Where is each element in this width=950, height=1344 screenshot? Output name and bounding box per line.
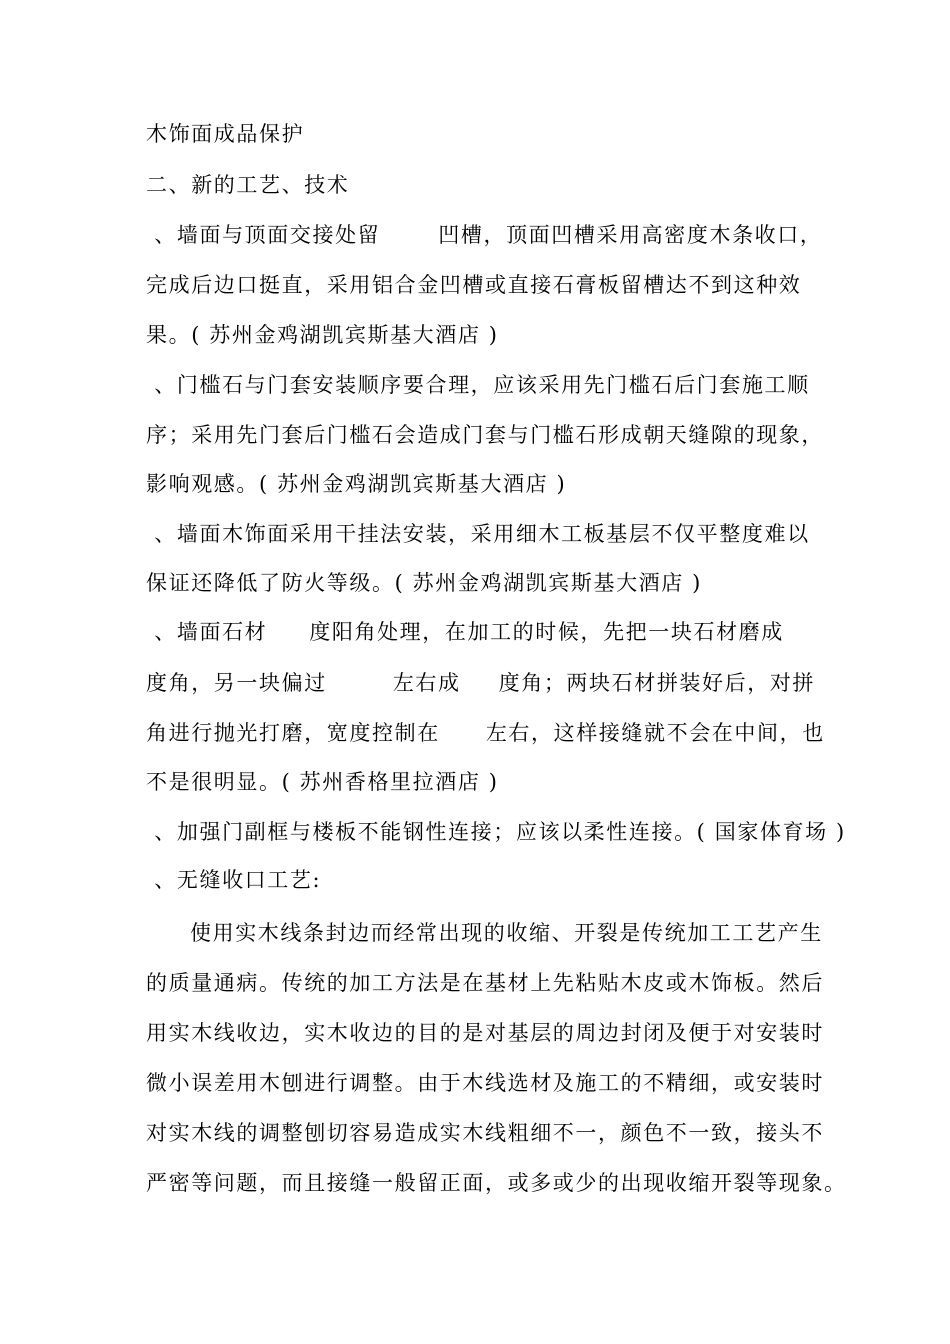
text-run: 度角；两块石材拼装好后，对拼	[498, 671, 816, 695]
paragraph-line	[146, 718, 825, 748]
paragraph-line: 不是很明显。( 苏州香格里拉酒店 )	[146, 770, 499, 794]
paragraph-line	[146, 220, 822, 250]
text-run: 角进行抛光打磨，宽度控制在	[146, 721, 440, 745]
section-heading: 二、新的工艺、技术	[146, 173, 350, 197]
paragraph-line: 保证还降低了防火等级。( 苏州金鸡湖凯宾斯基大酒店 )	[146, 571, 702, 595]
paragraph-line: 对实木线的调整刨切容易造成实木线粗细不一，颜色不一致，接头不	[146, 1121, 824, 1145]
text-run: 凹槽，顶面凹槽采用高密度木条收口，	[438, 223, 823, 247]
paragraph-line: 的质量通病。传统的加工方法是在基材上先粘贴木皮或木饰板。然后	[146, 971, 824, 995]
paragraph-line: 微小误差用木刨进行调整。由于木线选材及施工的不精细，或安装时	[146, 1071, 824, 1095]
paragraph-line	[146, 617, 784, 647]
section-heading: 木饰面成品保护	[146, 122, 305, 146]
text-run: 度角，另一块偏过	[146, 671, 327, 695]
paragraph-line: 、墙面木饰面采用干挂法安装，采用细木工板基层不仅平整度难以	[146, 522, 810, 546]
paragraph-line: 严密等问题，而且接缝一般留正面，或多或少的出现收缩开裂等现象。	[146, 1171, 847, 1195]
paragraph-line: 序；采用先门套后门槛石会造成门套与门槛石形成朝天缝隙的现象，	[146, 423, 824, 447]
text-run: 左右，这样接缝就不会在中间，也	[485, 721, 825, 745]
text-run: 左右成	[392, 671, 461, 695]
paragraph-line: 、门槛石与门套安装顺序要合理，应该采用先门槛石后门套施工顺	[146, 373, 810, 397]
paragraph-line: 果。( 苏州金鸡湖凯宾斯基大酒店 )	[146, 323, 499, 347]
text-run: 、墙面石材	[146, 620, 268, 644]
paragraph-line: 完成后边口挺直，采用铝合金凹槽或直接石膏板留槽达不到这种效	[146, 273, 802, 297]
text-run: 度阳角处理，在加工的时候，先把一块石材磨成	[309, 620, 784, 644]
paragraph-line: 影响观感。( 苏州金鸡湖凯宾斯基大酒店 )	[146, 472, 567, 496]
paragraph-line: 使用实木线条封边而经常出现的收缩、开裂是传统加工工艺产生	[190, 921, 823, 945]
paragraph-line: 用实木线收边，实木收边的目的是对基层的周边封闭及便于对安装时	[146, 1021, 824, 1045]
paragraph-line: 、无缝收口工艺:	[146, 868, 322, 892]
paragraph-line	[146, 668, 815, 698]
paragraph-line: 、加强门副框与楼板不能钢性连接；应该以柔性连接。( 国家体育场 )	[146, 820, 846, 844]
text-run: 、墙面与顶面交接处留	[146, 223, 381, 247]
